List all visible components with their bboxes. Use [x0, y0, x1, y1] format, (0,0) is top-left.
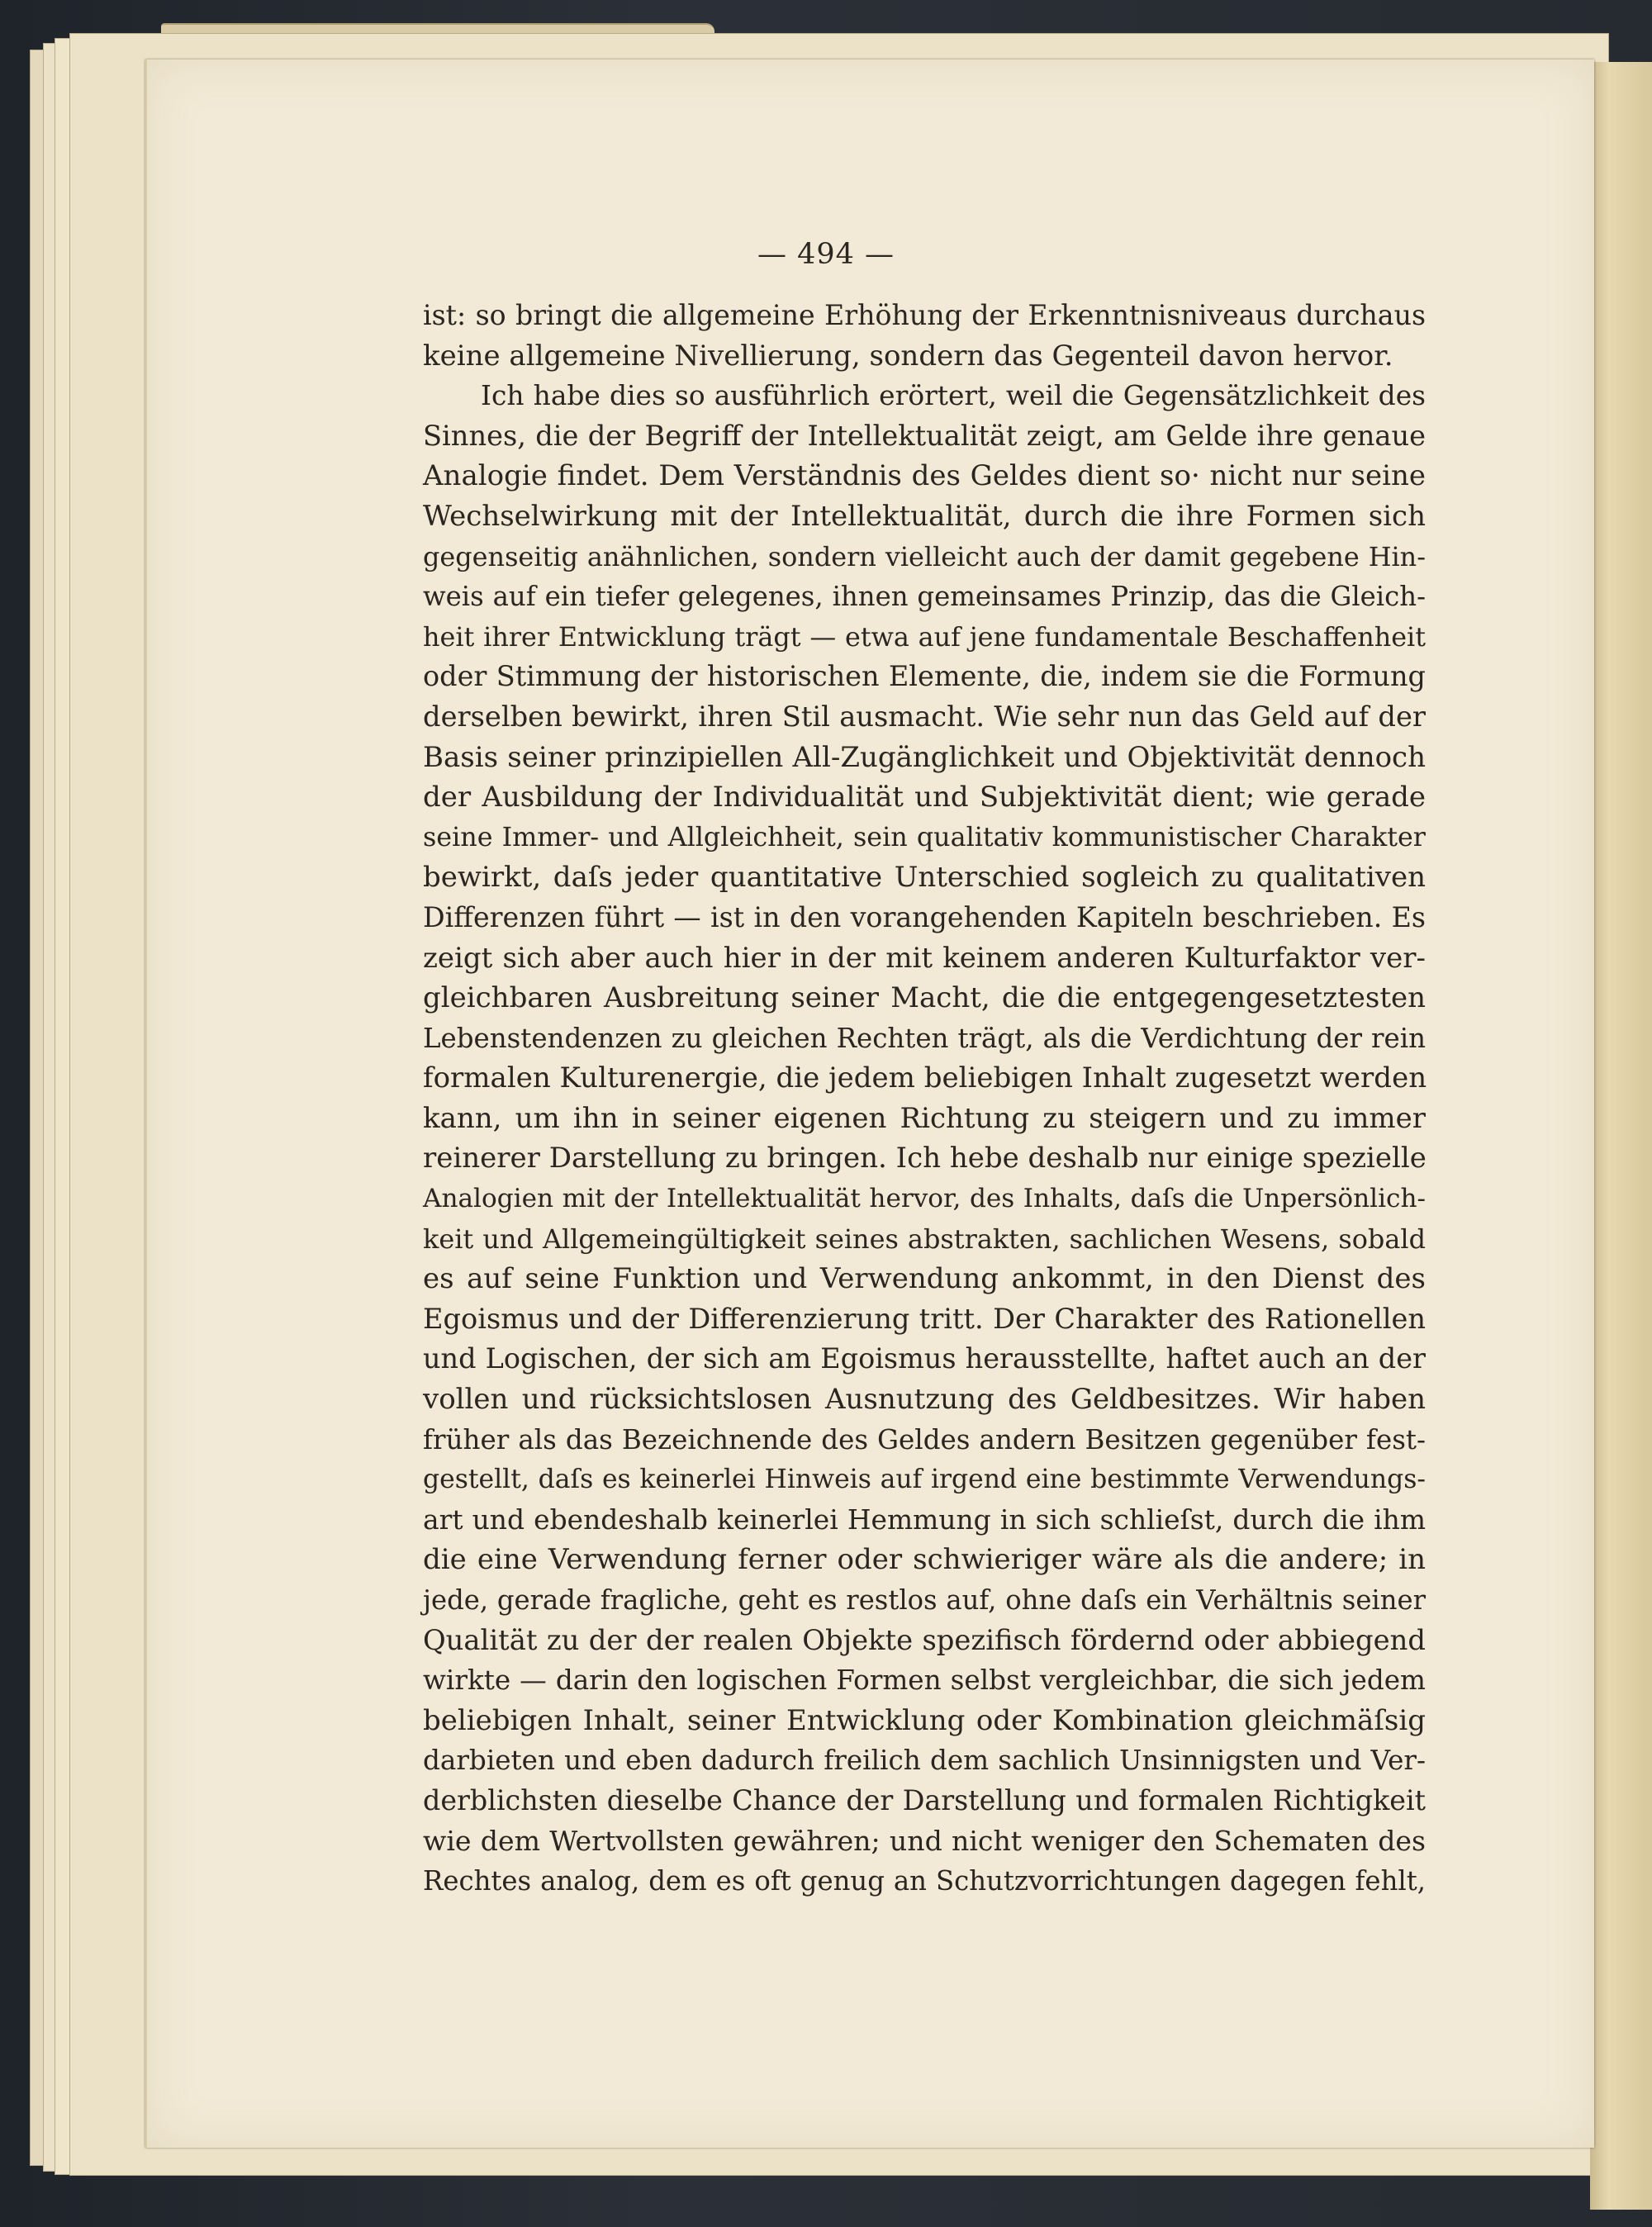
text-line: derselben bewirkt, ihren Stil ausmacht. Wie sehr nun das Geld auf der	[423, 700, 1426, 733]
text-line: keine allgemeine Nivellierung, sondern das Gegenteil davon hervor.	[423, 339, 1393, 373]
text-line: beliebigen Inhalt, seiner Entwicklung oder Kombination gleichmäſsig	[423, 1703, 1426, 1737]
text-line: derblichsten dieselbe Chance der Darstellung und formalen Richtigkeit	[423, 1783, 1426, 1816]
text-line: seine Immer- und Allgleichheit, sein qualitativ kommunistischer Charakter	[423, 822, 1426, 852]
text-line: bewirkt, daſs jeder quantitative Unterschied sogleich zu qualitativen	[423, 861, 1426, 895]
text-line: Differenzen führt — ist in den vorangehenden Kapiteln beschrieben. Es	[423, 900, 1426, 933]
text-line: Analogien mit der Intellektualität hervor, des Inhalts, daſs die Unpersönlich-	[423, 1184, 1426, 1214]
text-line: jede, gerade fragliche, geht es restlos auf, ohne daſs ein Verhältnis seiner	[423, 1584, 1426, 1616]
text-line: Analogie findet. Dem Verständnis des Geldes dient so· nicht nur seine	[423, 459, 1426, 493]
text-line: Lebenstendenzen zu gleichen Rechten trägt, als die Verdichtung der rein	[423, 1022, 1426, 1054]
text-line: Ich habe dies so ausführlich erörtert, weil die Gegensätzlichkeit des	[481, 380, 1426, 412]
text-line: die eine Verwendung ferner oder schwieriger wäre als die andere; in	[423, 1543, 1426, 1577]
facing-page-edge	[1590, 62, 1652, 2210]
text-line: reinerer Darstellung zu bringen. Ich hebe deshalb nur einige spezielle	[423, 1142, 1427, 1175]
text-line: darbieten und eben dadurch freilich dem sachlich Unsinnigsten und Ver-	[423, 1745, 1426, 1777]
text-line: art und ebendeshalb keinerlei Hemmung in sich schlieſst, durch die ihm	[423, 1503, 1426, 1536]
text-line: Wechselwirkung mit der Intellektualität, durch die ihre Formen sich	[423, 499, 1426, 533]
text-line: gleichbaren Ausbreitung seiner Macht, die die entgegengesetztesten	[423, 981, 1426, 1015]
text-line: keit und Allgemeingültigkeit seines abstrakten, sachlichen Wesens, sobald	[423, 1223, 1426, 1255]
text-line: Rechtes analog, dem es oft genug an Schutzvorrichtungen dagegen fehlt,	[423, 1865, 1426, 1897]
text-line: weis auf ein tiefer gelegenes, ihnen gemeinsames Prinzip, das die Gleich-	[423, 581, 1426, 613]
text-line: Qualität zu der der realen Objekte spezifisch fördernd oder abbiegend	[423, 1623, 1426, 1656]
text-line: und Logischen, der sich am Egoismus herausstellte, haftet auch an der	[423, 1342, 1426, 1375]
text-line: gegenseitig anähnlichen, sondern vielleicht auch der damit gegebene Hin-	[423, 540, 1426, 572]
text-line: es auf seine Funktion und Verwendung ankommt, in den Dienst des	[423, 1262, 1426, 1296]
text-line: oder Stimmung der historischen Elemente, die, indem sie die Formung	[423, 660, 1426, 693]
text-line: vollen und rücksichtslosen Ausnutzung des Geldbesitzes. Wir haben	[423, 1383, 1426, 1417]
text-line: formalen Kulturenergie, die jedem beliebigen Inhalt zugesetzt werden	[423, 1061, 1427, 1095]
text-line: heit ihrer Entwicklung trägt — etwa auf jene fundamentale Beschaffenheit	[423, 620, 1426, 653]
text-line: Egoismus und der Differenzierung tritt. Der Charakter des Rationellen	[423, 1302, 1426, 1335]
text-line: kann, um ihn in seiner eigenen Richtung zu steigern und zu immer	[423, 1101, 1426, 1135]
text-line: wirkte — darin den logischen Formen selbst vergleichbar, die sich jedem	[423, 1664, 1426, 1697]
text-line: früher als das Bezeichnende des Geldes andern Besitzen gegenüber fest-	[423, 1423, 1426, 1455]
page-number: — 494 —	[757, 238, 895, 271]
text-line: gestellt, daſs es keinerlei Hinweis auf irgend eine bestimmte Verwendungs-	[423, 1465, 1426, 1495]
text-line: Basis seiner prinzipiellen All-Zugänglichkeit und Objektivität dennoch	[423, 740, 1426, 774]
text-line: Sinnes, die der Begriff der Intellektualität zeigt, am Gelde ihre genaue	[423, 419, 1426, 452]
text-line: der Ausbildung der Individualität und Subjektivität dient; wie gerade	[423, 781, 1426, 814]
text-line: wie dem Wertvollsten gewähren; und nicht weniger den Schematen des	[423, 1824, 1426, 1857]
text-line: zeigt sich aber auch hier in der mit keinem anderen Kulturfaktor ver-	[423, 941, 1426, 975]
body-text	[423, 296, 1426, 1902]
text-line: ist: so bringt die allgemeine Erhöhung der Erkenntnisniveaus durchaus	[423, 299, 1426, 331]
